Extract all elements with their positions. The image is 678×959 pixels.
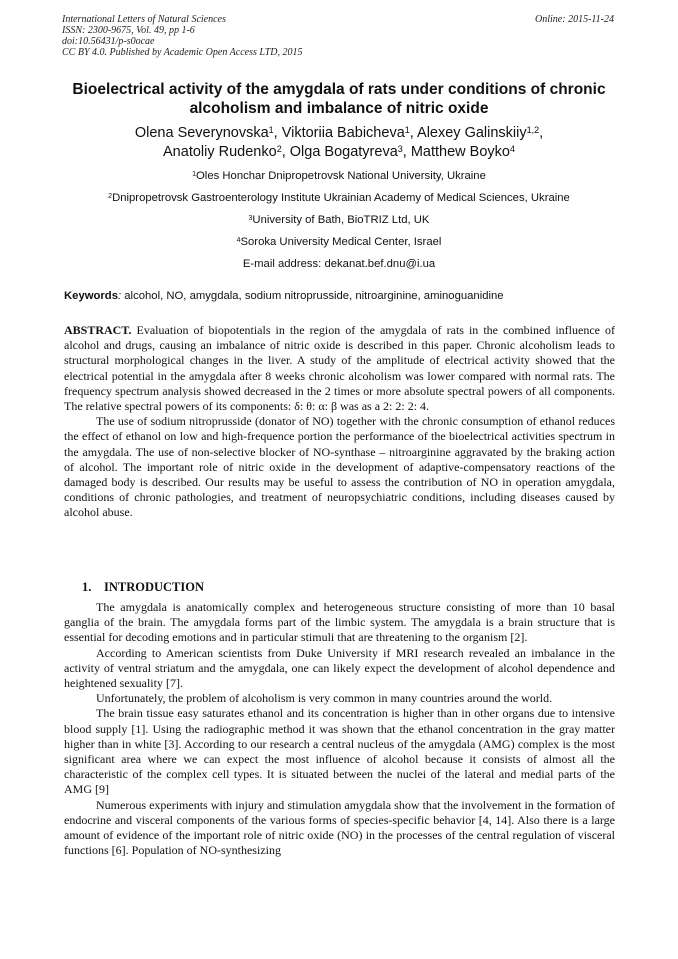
author-name: Olga Bogatyreva <box>289 144 398 160</box>
abstract-paragraph-2: The use of sodium nitroprusside (donator of NO) together with the chronic consumption of ethanol reduces the effect of ethanol on low and high-frequence portion the performance of the bioelectrical activities spectrum in the amygdala. The use of non-selective blocker of NO-synthase – nitroarginine aggravated by the braking action of alcohol. The important role of nitric oxide in the development of adaptive-compensatory reactions of the damaged body is described. Our results may be useful to assess the contribution of NO in operation amygdala, conditions of chronic pathologies, and treatment of neuropsychiatric conditions, including diseases caused by alcohol abuse. <box>64 414 615 520</box>
author-affiliation-mark: 1 <box>404 124 410 135</box>
doi-line: doi:10.56431/p-s0ocae <box>62 36 155 47</box>
intro-paragraph: Unfortunately, the problem of alcoholism is very common in many countries around the world. <box>96 691 553 706</box>
affiliation-item: $^1$Oles Honchar Dnipropetrovsk National University, Ukraine <box>192 170 486 182</box>
journal-header <box>62 14 614 58</box>
license-line: CC BY 4.0. Published by Academic Open Access LTD, 2015 <box>62 47 303 58</box>
abstract-label: ABSTRACT. <box>64 323 132 337</box>
keywords-text: alcohol, NO, amygdala, sodium nitroprusside, nitroarginine, aminoguanidine <box>121 290 504 302</box>
introduction-text <box>64 600 615 858</box>
section-title: INTRODUCTION <box>104 580 205 594</box>
author-name: Olena Severynovska <box>134 125 269 141</box>
author-affiliation-mark: 1 <box>268 124 274 135</box>
intro-paragraph: Numerous experiments with injury and stimulation amygdala show that the involvement in the formation of endocrine and visceral components of the various forms of species-specific behavior [4, 14]. Also there is a large amount of evidence of the important role of nitric oxide (NO) in the processes of the central regulation of visceral functions [6]. Population of NO-synthesizing <box>64 797 615 858</box>
section-heading <box>82 580 204 595</box>
affiliation-item: $^3$University of Bath, BioTRIZ Ltd, UK <box>248 214 430 226</box>
intro-paragraph: According to American scientists from Duke University if MRI research revealed an imbalance in the activity of ventral striatum and the amygdala, one can likely expect the development of alcohol dependence and heightened sexuality [7]. <box>64 645 615 691</box>
online-date: Online: 2015-11-24 <box>535 14 614 25</box>
affiliation-item: $^2$Dnipropetrovsk Gastroenterology Institute Ukrainian Academy of Medical Sciences, Ukraine <box>108 192 570 204</box>
keywords-label: Keywords <box>64 290 118 302</box>
author-name: Anatoliy Rudenko <box>163 144 277 160</box>
author-affiliation-mark: 1,2 <box>526 124 540 135</box>
author-affiliation-mark: 4 <box>509 143 515 154</box>
intro-paragraph: The amygdala is anatomically complex and heterogeneous structure consisting of more than 10 basal ganglia of the brain. The amygdala forms part of the limbic system. The amygdala is a brain structure that is essential for decoding emotions and in particular stimuli that are threatening to the organism [2]. <box>64 600 615 645</box>
authors-line-2: Anatoliy Rudenko$^2$, Olga Bogatyreva$^3$, Matthew Boyko$^4$ <box>163 143 515 160</box>
intro-paragraph: The brain tissue easy saturates ethanol and its concentration is higher than in other organs due to intensive blood supply [1]. Using the radiographic method it was shown that the ethanol concentration in the gray matter higher than in white [3]. According to our research a central nucleus of the amygdala (AMG) complex is the most significant area where we can expect the most influence of alcohol because it consists of almost all the characteristic of the complex cell types. It is situated between the nuclei of the lateral and medial parts of the AMG [9] <box>64 706 615 797</box>
paper-title <box>50 80 628 118</box>
author-list <box>40 124 638 162</box>
issn-line: ISSN: 2300-9675, Vol. 49, pp 1-6 <box>62 25 195 36</box>
author-affiliation-mark: 2 <box>276 143 282 154</box>
author-name: Matthew Boyko <box>410 144 510 160</box>
keywords: Keywords: alcohol, NO, amygdala, sodium nitroprusside, nitroarginine, aminoguanidine <box>64 290 504 302</box>
abstract-paragraph-1: ABSTRACT. Evaluation of biopotentials in the region of the amygdala of rats in the combined influence of alcohol and drugs, causing an imbalance of nitric oxide is described in this paper. Chronic alcoholism leads to structural morphological changes in the liver. A study of the amplitude of electrical activity showed that the electrical potential in the amygdala after 8 weeks chronic alcoholism was lower compared with normal rats. The frequency spectrum analysis showed decreased in the 2 times or more absolute spectral powers of all components. The relative spectral powers of its components: δ: θ: α: β was as a 2: 2: 2: 4. <box>64 323 616 414</box>
abstract <box>64 323 615 521</box>
author-name: Alexey Galinskiiy <box>417 125 527 141</box>
section-number: 1. <box>82 580 92 594</box>
affiliation-list <box>30 165 648 275</box>
title-line-2: alcoholism and imbalance of nitric oxide <box>189 100 489 117</box>
author-name: Viktoriia Babicheva <box>281 125 405 141</box>
authors-line-1: Olena Severynovska$^1$, Viktoriia Babicheva$^1$, Alexey Galinskiiy$^{1,2}$, <box>134 124 544 141</box>
journal-name: International Letters of Natural Sciences <box>62 14 226 25</box>
title-line-1: Bioelectrical activity of the amygdala of rats under conditions of chronic <box>72 81 606 98</box>
contact-email: E-mail address: dekanat.bef.dnu@i.ua <box>242 258 436 270</box>
affiliation-item: $^4$Soroka University Medical Center, Israel <box>236 236 442 248</box>
author-affiliation-mark: 3 <box>397 143 403 154</box>
